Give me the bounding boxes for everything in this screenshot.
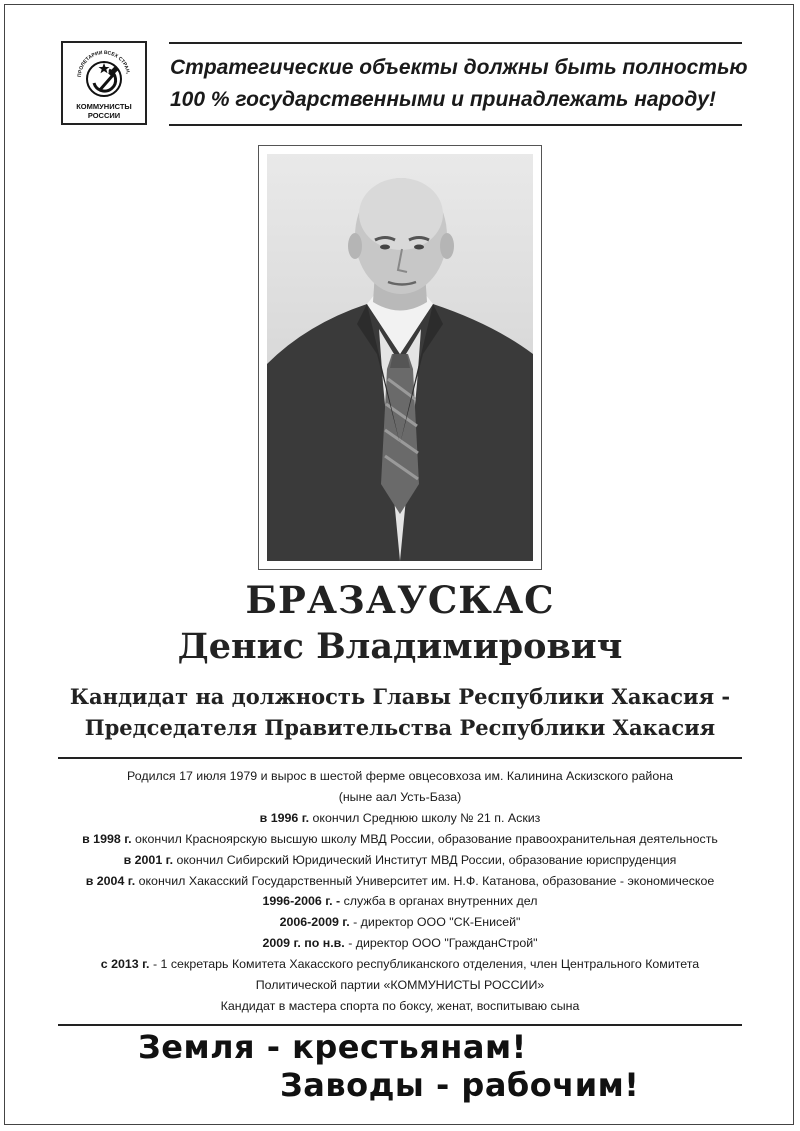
svg-text:ПРОЛЕТАРИИ ВСЕХ СТРАН, СОЕДИНЯ xyxy=(63,43,131,77)
bio-row: 1996-2006 г. - служба в органах внутренних дел xyxy=(262,894,538,909)
bio-row: Родился 17 июля 1979 и вырос в шестой ферме овцесовхоза им. Калинина Аскизского района xyxy=(127,769,673,783)
slogan-top-rule xyxy=(169,42,742,44)
bio-top-rule xyxy=(58,757,742,759)
bio-row: Кандидат в мастера спорта по боксу, женат, воспитываю сына xyxy=(220,998,580,1013)
candidate-position-line1: Кандидат на должность Главы Республики Хакасия - xyxy=(69,684,731,709)
bio-bottom-rule xyxy=(58,1024,742,1026)
logo-ring-text: ПРОЛЕТАРИИ ВСЕХ СТРАН, xyxy=(76,49,131,78)
candidate-surname: БРАЗАУСКАС xyxy=(245,578,555,622)
portrait-illustration xyxy=(267,154,533,561)
logo-label-line1: КОММУНИСТЫ xyxy=(76,102,132,111)
bio-row: Политической партии «КОММУНИСТЫ РОССИИ» xyxy=(255,978,545,993)
bio-row: в 2004 г. окончил Хакасский Государственный Университет им. Н.Ф. Катанова, образование - экономическое xyxy=(85,873,715,888)
bio-row: 2009 г. по н.в. - директор ООО "ГражданСтрой" xyxy=(262,936,538,951)
bio-row: (ныне аал Усть-База) xyxy=(338,789,462,804)
motto-line2: Заводы - рабочим! xyxy=(280,1066,640,1104)
party-logo xyxy=(61,41,147,125)
hammer-sickle-emblem-icon xyxy=(63,43,145,103)
bio-row: с 2013 г. - 1 секретарь Комитета Хакасского республиканского отделения, член Центрального Комитета xyxy=(100,957,700,972)
candidate-given-names: Денис Владимирович xyxy=(177,626,623,667)
candidate-photo xyxy=(267,154,533,561)
bio-row: в 2001 г. окончил Сибирский Юридический Институт МВД России, образование юриспруденция xyxy=(123,852,677,867)
logo-label-line2: РОССИИ xyxy=(87,111,121,120)
slogan-line2: 100 % государственными и принадлежать народу! xyxy=(170,88,716,111)
slogan-bottom-rule xyxy=(169,124,742,126)
bio-row: 2006-2009 г. - директор ООО "СК-Енисей" xyxy=(279,915,521,930)
candidate-photo-frame xyxy=(258,145,542,570)
biography xyxy=(40,766,760,1017)
candidate-position-line2: Председателя Правительства Республики Хакасия xyxy=(84,715,716,740)
bio-row: в 1996 г. окончил Среднюю школу № 21 п. Аскиз xyxy=(259,810,541,825)
bio-row: в 1998 г. окончил Красноярскую высшую школу МВД России, образование правоохранительная деятельность xyxy=(82,831,718,846)
slogan-line1: Стратегические объекты должны быть полностью xyxy=(170,56,748,79)
motto-line1: Земля - крестьянам! xyxy=(138,1028,527,1066)
